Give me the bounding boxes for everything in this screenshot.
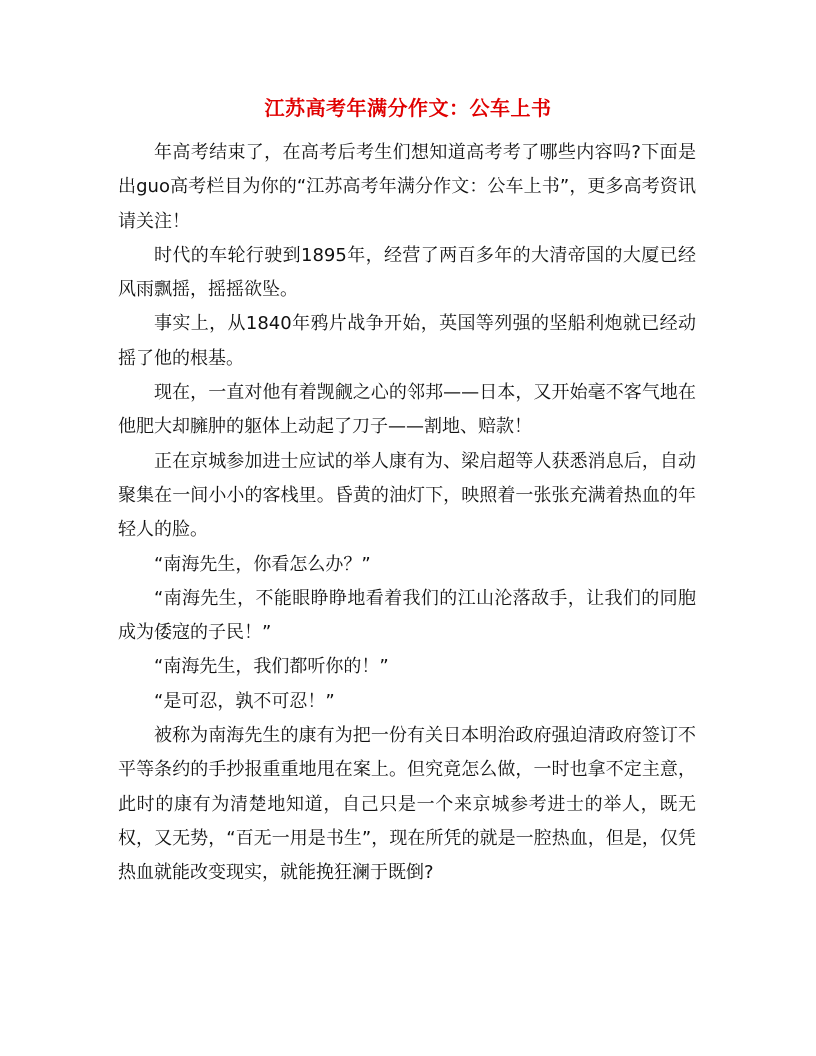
paragraph-kang-youwei: 被称为南海先生的康有为把一份有关日本明治政府强迫清政府签订不平等条约的手抄报重重地甩在案上。但究竟怎么做，一时也拿不定主意，此时的康有为清楚地知道，自己只是一个来京城参考进士的举人，既无权，又无势，“百无一用是书生”，现在所凭的就是一腔热血，但是，仅凭热血就能改变现实，就能挽狂澜于既倒? (118, 725, 696, 884)
document-title: 江苏高考年满分作文：公车上书 (264, 96, 552, 120)
paragraph-1840: 事实上，从1840年鸦片战争开始，英国等列强的坚船利炮就已经动摇了他的根基。 (118, 313, 696, 369)
document-body (118, 136, 696, 891)
dialogue-line: “是可忍，孰不可忍！” (154, 690, 335, 712)
dialogue-line: “南海先生，你看怎么办？” (154, 553, 371, 575)
dialogue-line: “南海先生，我们都听你的！” (154, 656, 389, 678)
paragraph-inn: 正在京城参加进士应试的举人康有为、梁启超等人获悉消息后，自动聚集在一间小小的客栈里。昏黄的油灯下，映照着一张张充满着热血的年轻人的脸。 (118, 450, 696, 541)
paragraph-japan: 现在，一直对他有着觊觎之心的邻邦——日本，又开始毫不客气地在他肥大却臃肿的躯体上动起了刀子——割地、赔款！ (118, 382, 696, 438)
paragraph-1895: 时代的车轮行驶到1895年，经营了两百多年的大清帝国的大厦已经风雨飘摇，摇摇欲坠。 (118, 244, 696, 301)
dialogue-line: “南海先生，不能眼睁睁地看着我们的江山沦落敌手，让我们的同胞成为倭寇的子民！” (118, 587, 696, 644)
paragraph-intro: 年高考结束了，在高考后考生们想知道高考考了哪些内容吗?下面是出guo高考栏目为你的“江苏高考年满分作文：公车上书”，更多高考资讯请关注！ (118, 142, 696, 232)
